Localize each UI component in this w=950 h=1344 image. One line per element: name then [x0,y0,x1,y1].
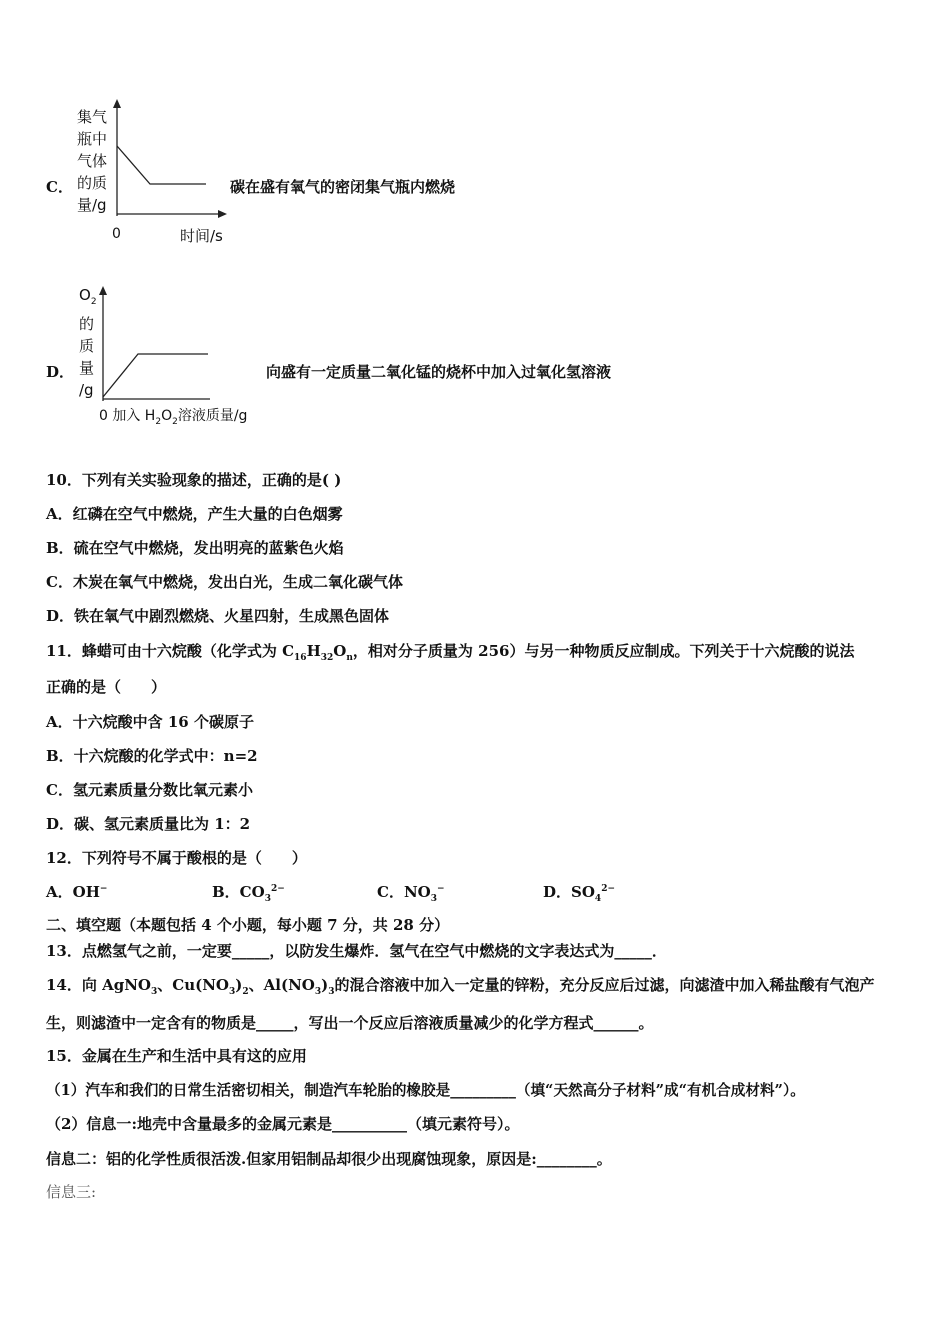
q11-stem-part: H [306,642,321,660]
q10-option-a: A．红磷在空气中燃烧，产生大量的白色烟雾 [46,505,343,523]
q12-option-b-sub: 3 [264,894,271,904]
q12-option-a-text: A．OH [46,883,100,901]
graph-c-y-label-line: 量/g [77,196,107,214]
q12-option-a [46,881,107,902]
q11-option-c: C．氢元素质量分数比氧元素小 [46,781,253,799]
option-c-letter: C． [46,178,73,196]
graph-c-x-label: 时间/s [180,227,223,245]
q11-sub: n [346,653,353,663]
q14-part: ) [321,976,329,994]
q12-option-d-text: D．SO [543,883,595,901]
q10-stem: 10．下列有关实验现象的描述，正确的是( ) [46,471,342,489]
graph-d-y-label-line: 量 [79,359,95,377]
q12-option-b-text: B．CO [212,883,265,901]
option-d-letter: D． [46,363,75,381]
q12-option-c-sup: − [436,884,445,894]
q12-option-b-sup: 2− [270,884,285,894]
q11-stem-line2: 正确的是（ ） [46,678,167,696]
graph-c-y-label-line: 集气 [77,108,108,126]
graph-d-x-label-sub: 2 [155,416,162,427]
q14-sub: 3 [151,987,158,997]
q15-stem: 15．金属在生产和生活中具有这的应用 [46,1047,307,1065]
q11-stem-part: O [333,642,347,660]
q14-part: 的混合溶液中加入一定量的锌粉，充分反应后过滤，向滤渣中加入稀盐酸有气泡产 [334,976,875,994]
q11-stem [46,640,854,663]
graph-d-x-label-mid: O [161,408,173,424]
q14-line2: 生，则滤渣中一定含有的物质是_____，写出一个反应后溶液质量减少的化学方程式______。 [46,1014,654,1032]
graph-d-x-label-sub: 2 [172,416,178,427]
graph-c-y-label-line: 瓶中 [77,130,108,148]
q12-option-d-sub: 4 [594,894,602,904]
q11-option-a: A．十六烷酸中含 16 个碳原子 [46,713,254,731]
q12-option-d-sup: 2− [601,884,615,894]
q11-option-d: D．碳、氢元素质量比为 1：2 [46,815,251,833]
graph-d-y-o: O [79,286,91,304]
q11-stem-part: ，相对分子质量为 256）与另一种物质反应制成。下列关于十六烷酸的说法 [352,642,855,660]
graph-c-curve [117,146,206,184]
q10-option-c: C．木炭在氧气中燃烧，发出白光，生成二氧化碳气体 [46,573,403,591]
section-2-heading: 二、填空题（本题包括 4 个小题，每小题 7 分，共 28 分） [46,916,450,934]
q15-info3: 信息三: [46,1183,97,1201]
q14-sub: 3 [314,987,322,997]
graph-c-axes [108,98,233,223]
q14-sub: 3 [328,987,335,997]
graph-d-axes [94,285,219,405]
q11-option-b: B．十六烷酸的化学式中：n=2 [46,747,258,765]
graph-d-curve [103,354,208,397]
graph-c-caption: 碳在盛有氧气的密闭集气瓶内燃烧 [230,178,456,196]
q14-sub: 2 [242,987,249,997]
q14-sub: 3 [229,987,236,997]
q12-option-c-sub: 3 [430,894,437,904]
q11-stem-part: 11．蜂蜡可由十六烷酸（化学式为 C [46,642,295,660]
q15-part2: （2）信息一:地壳中含量最多的金属元素是__________（填元素符号）。 [46,1115,520,1133]
q14-part: ) [235,976,243,994]
q12-stem: 12．下列符号不属于酸根的是（ ） [46,849,307,867]
graph-c-x-arrow [218,210,227,218]
graph-d-y-label-line: 的 [79,315,95,333]
graph-c-y-label-line: 的质 [77,174,108,192]
q10-option-b: B．硫在空气中燃烧，发出明亮的蓝紫色火焰 [46,539,344,557]
q11-sub: 16 [294,653,307,663]
q10-option-d: D．铁在氧气中剧烈燃烧、火星四射，生成黑色固体 [46,607,390,625]
graph-c-y-arrow [113,99,121,108]
q14-part: 14．向 AgNO [46,976,152,994]
graph-d-x-label-suffix: 溶液质量/g [177,408,248,424]
q12-option-c-text: C．NO [377,883,431,901]
q15-info2: 信息二：铝的化学性质很活泼.但家用铝制品却很少出现腐蚀现象，原因是:________。 [46,1150,612,1168]
graph-c-origin: 0 [112,226,121,242]
graph-d-caption: 向盛有一定质量二氧化锰的烧杯中加入过氧化氢溶液 [266,363,612,381]
graph-d-y-label-line: /g [79,381,94,399]
graph-d-y-label-line: 质 [79,337,95,355]
graph-d-x-label [99,405,247,427]
q14-part: 、Cu(NO [157,976,230,994]
q12-option-c [377,881,445,904]
q13: 13．点燃氢气之前，一定要_____，以防发生爆炸．氢气在空气中燃烧的文字表达式为_____． [46,942,667,960]
q12-option-b [212,881,285,904]
q12-option-a-sup: − [99,884,108,894]
graph-d-y-o-sub: 2 [90,297,97,307]
graph-d-y-arrow [99,286,107,295]
graph-c-y-label [77,106,107,216]
q12-option-d [543,881,615,904]
q15-part1: （1）汽车和我们的日常生活密切相关，制造汽车轮胎的橡胶是_________（填“天然高分子材料”成“有机合成材料”）。 [46,1082,805,1099]
q14-line1 [46,974,875,997]
graph-c-y-label-line: 气体 [77,152,108,170]
graph-d-x-label-prefix: 0 加入 H [99,408,156,424]
q11-sub: 32 [320,653,334,663]
q14-part: 、Al(NO [248,976,315,994]
